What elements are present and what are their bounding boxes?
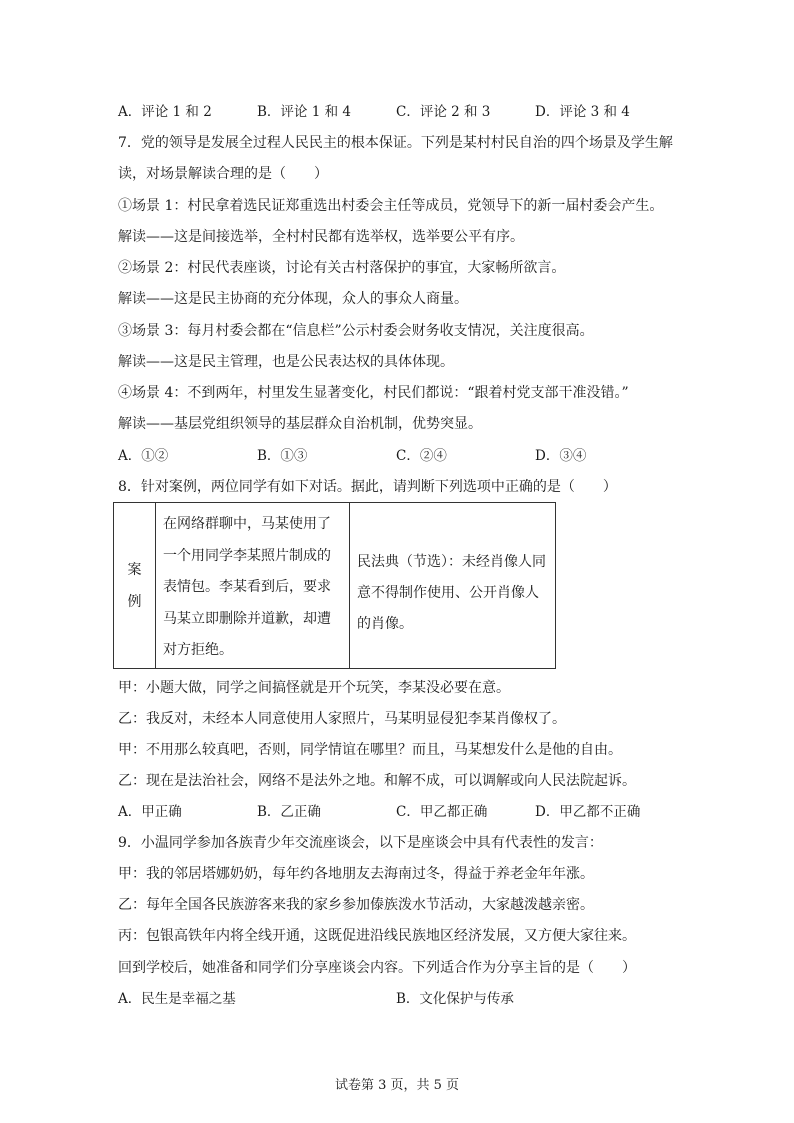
dialog-line: 乙：我反对，未经本人同意使用人家照片，马某明显侵犯李某肖像权了。 (118, 711, 566, 727)
q6-option-b: B．评论 1 和 4 (257, 104, 351, 120)
q7-stem-line2: 读，对场景解读合理的是（ ） (118, 166, 328, 182)
q9-option-b: B．文化保护与传承 (396, 991, 514, 1007)
q8-option-a: A．甲正确 (118, 804, 182, 820)
q7-option-a: A．①② (118, 448, 169, 464)
q8-option-d: D．甲乙都不正确 (535, 804, 641, 820)
dialog-line: 乙：现在是法治社会，网络不是法外之地。和解不成，可以调解或向人民法院起诉。 (118, 773, 636, 789)
q7-scene-3: ③场景 3：每月村委会都在“信息栏”公示村委会财务收支情况，关注度很高。 (118, 323, 594, 339)
q9-option-a: A．民生是幸福之基 (118, 991, 236, 1007)
q6-option-a: A．评论 1 和 2 (118, 104, 212, 120)
speech-line: 乙：每年全国各民族游客来我的家乡参加傣族泼水节活动，大家越泼越亲密。 (118, 897, 594, 913)
case-table (113, 502, 556, 669)
civil-code-excerpt: 民法典（节选）：未经肖像人同意不得制作使用、公开肖像人的肖像。 (357, 554, 546, 632)
q6-option-d: D．评论 3 和 4 (535, 104, 630, 120)
page-footer: 试卷第 3 页，共 5 页 (334, 1078, 460, 1093)
dialog-line: 甲：不用那么较真吧，否则，同学情谊在哪里？而且，马某想发什么是他的自由。 (118, 742, 622, 758)
q8-option-b: B．乙正确 (257, 804, 321, 820)
q7-interpretation-4: 解读——基层党组织领导的基层群众自治机制，优势突显。 (118, 416, 482, 432)
q7-scene-2: ②场景 2：村民代表座谈，讨论有关古村落保护的事宜，大家畅所欲言。 (118, 260, 566, 276)
q7-interpretation-2: 解读——这是民主协商的充分体现，众人的事众人商量。 (118, 291, 468, 307)
case-description: 在网络群聊中，马某使用了一个用同学李某照片制成的表情包。李某看到后，要求马某立即删除并道歉，却遭对方拒绝。 (163, 516, 331, 658)
q7-option-d: D．③④ (535, 448, 587, 464)
q7-interpretation-3: 解读——这是民主管理，也是公民表达权的具体体现。 (118, 354, 454, 370)
q7-scene-4: ④场景 4：不到两年，村里发生显著变化，村民们都说：“跟着村党支部干准没错。” (118, 385, 629, 401)
speech-line: 甲：我的邻居塔娜奶奶，每年约各地朋友去海南过冬，得益于养老金年年涨。 (118, 866, 594, 882)
table-divider (155, 503, 156, 668)
speech-line: 丙：包银高铁年内将全线开通，这既促进沿线民族地区经济发展，又方便大家往来。 (118, 928, 636, 944)
q8-option-c: C．甲乙都正确 (396, 804, 488, 820)
q7-option-b: B．①③ (257, 448, 308, 464)
q9-stem: 9．小温同学参加各族青少年交流座谈会，以下是座谈会中具有代表性的发言： (118, 835, 603, 851)
case-label: 案例 (127, 561, 142, 610)
dialog-line: 甲：小题大做，同学之间搞怪就是开个玩笑，李某没必要在意。 (118, 680, 510, 696)
q7-scene-1: ①场景 1：村民拿着选民证郑重选出村委会主任等成员，党领导下的新一届村委会产生。 (118, 198, 664, 214)
q7-stem-line1: 7．党的领导是发展全过程人民民主的根本保证。下列是某村村民自治的四个场景及学生解 (118, 135, 673, 151)
q8-stem: 8．针对案例，两位同学有如下对话。据此，请判断下列选项中正确的是（ ） (118, 479, 617, 495)
case-label-cell (114, 503, 155, 668)
q7-interpretation-1: 解读——这是间接选举，全村村民都有选举权，选举要公平有序。 (118, 229, 524, 245)
q9-question: 回到学校后，她准备和同学们分享座谈会内容。下列适合作为分享主旨的是（ ） (118, 960, 636, 976)
q6-option-c: C．评论 2 和 3 (396, 104, 491, 120)
q7-option-c: C．②④ (396, 448, 447, 464)
table-divider (349, 503, 350, 668)
